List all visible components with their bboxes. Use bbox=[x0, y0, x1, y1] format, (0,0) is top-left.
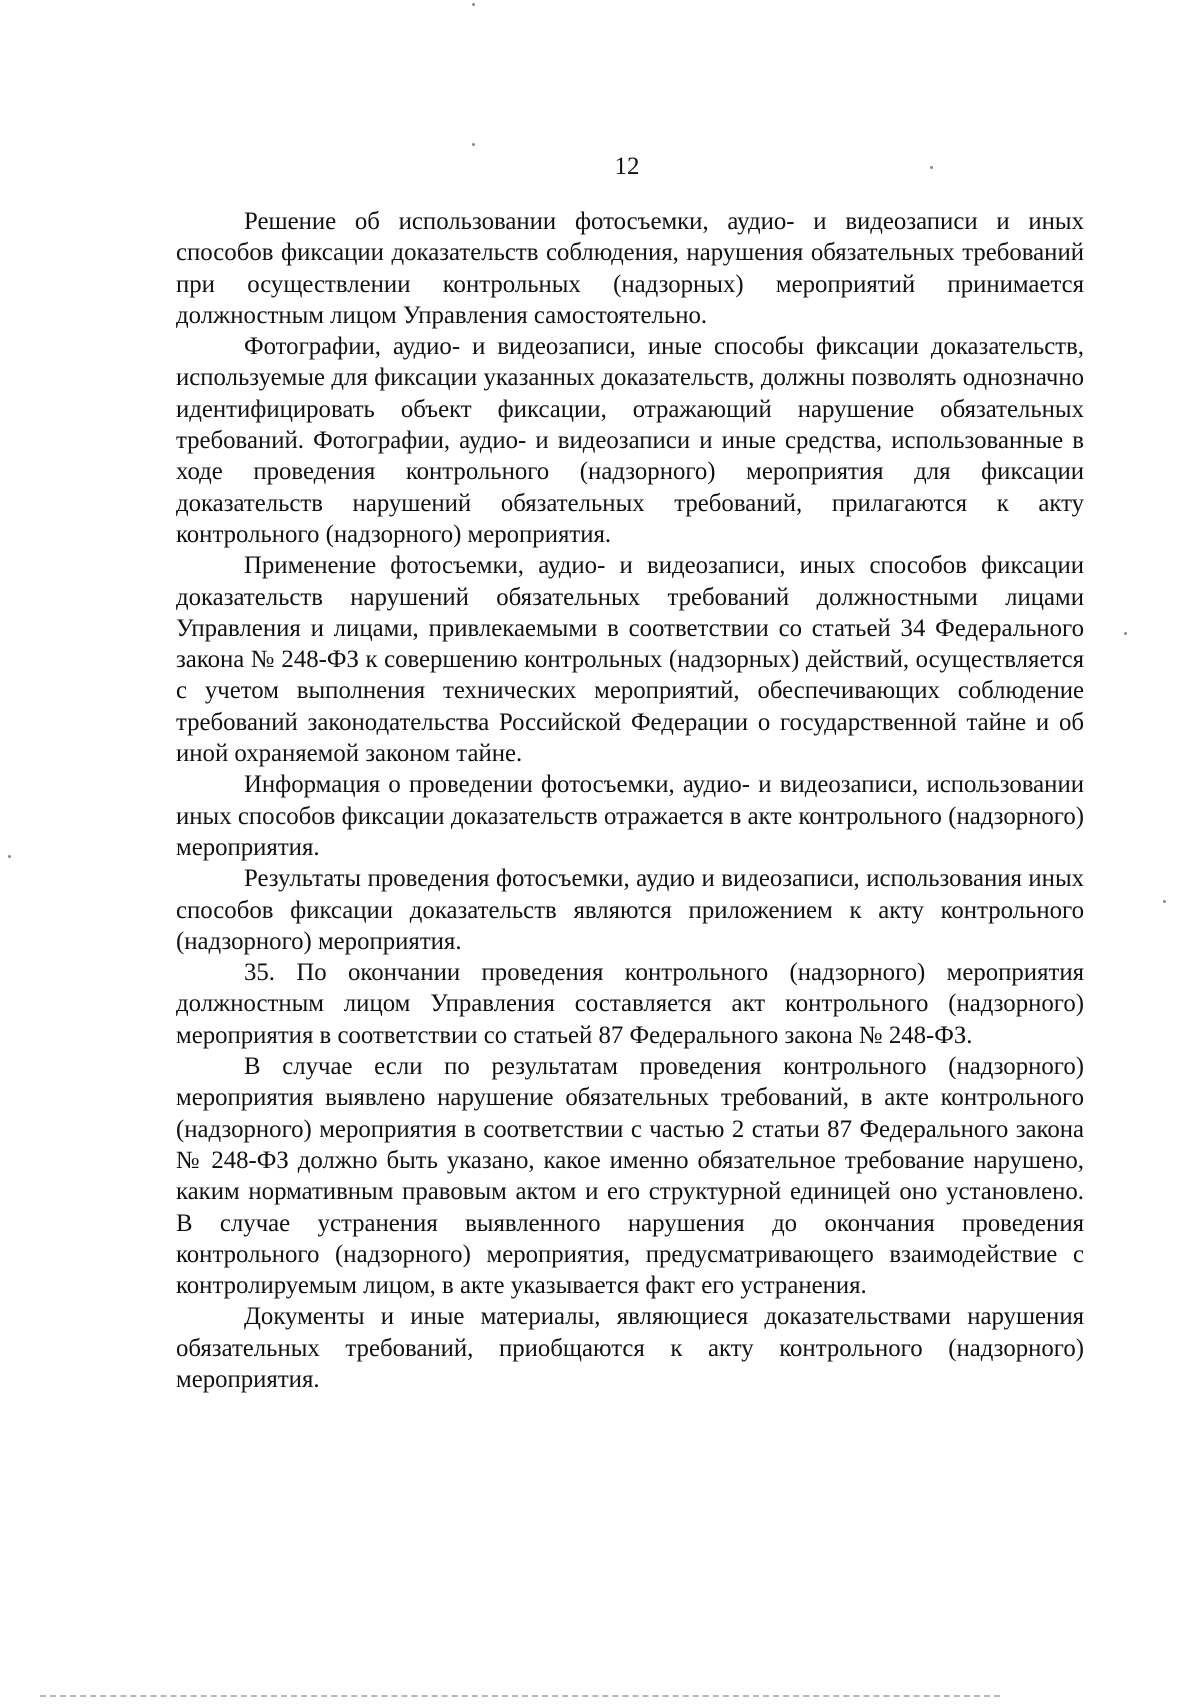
paragraph-35-act: 35. По окончании проведения контрольного (надзорного) мероприятия должностным лицом Управления составляется акт контрольного (надзорного) мероприятия в соответствии со статьей 87 Федерального закона № 248-ФЗ. bbox=[176, 959, 1084, 1049]
paragraph-documents: Документы и иные материалы, являющиеся доказательствами нарушения обязательных требований, приобщаются к акту контрольного (надзорного) мероприятия. bbox=[176, 1303, 1084, 1393]
scan-edge-artifact bbox=[40, 1695, 1000, 1697]
scan-speck bbox=[472, 3, 475, 6]
scan-speck bbox=[8, 855, 11, 858]
paragraph-photo-results: Результаты проведения фотосъемки, аудио и видеозаписи, использования иных способов фиксации доказательств являются приложением к акту контрольного (надзорного) мероприятия. bbox=[176, 865, 1084, 955]
paragraph-photo-decision: Решение об использовании фотосъемки, аудио- и видеозаписи и иных способов фиксации доказательств соблюдения, нарушения обязательных требований при осуществлении контрольных (надзорных) мероприятий принимается должностным лицом Управления самостоятельно. bbox=[176, 208, 1084, 329]
page-number: 12 bbox=[614, 153, 640, 180]
paragraph-photo-information: Информация о проведении фотосъемки, аудио- и видеозаписи, использовании иных способов фиксации доказательств отражается в акте контрольного (надзорного) мероприятия. bbox=[176, 771, 1084, 861]
scan-speck bbox=[930, 166, 933, 169]
scan-speck bbox=[472, 143, 475, 146]
paragraph-photo-materials: Фотографии, аудио- и видеозаписи, иные способы фиксации доказательств, используемые для фиксации указанных доказательств, должны позволять однозначно идентифицировать объект фиксации, отражающий нарушение обязательных требований. Фотографии, аудио- и видеозаписи и иные средства, использованные в ходе проведения контрольного (надзорного) мероприятия для фиксации доказательств нарушений обязательных требований, прилагаются к акту контрольного (надзорного) мероприятия. bbox=[176, 333, 1084, 548]
scan-speck bbox=[1124, 632, 1127, 635]
paragraph-violation-case: В случае если по результатам проведения контрольного (надзорного) мероприятия выявлено нарушение обязательных требований, в акте контрольного (надзорного) мероприятия в соответствии с частью 2 статьи 87 Федерального закона № 248-ФЗ должно быть указано, какое именно обязательное требование нарушено, каким нормативным правовым актом и его структурной единицей оно установлено. В случае устранения выявленного нарушения до окончания проведения контрольного (надзорного) мероприятия, предусматривающего взаимодействие с контролируемым лицом, в акте указывается факт его устранения. bbox=[176, 1053, 1084, 1300]
document-body bbox=[176, 206, 1084, 1395]
paragraph-photo-application: Применение фотосъемки, аудио- и видеозаписи, иных способов фиксации доказательств нарушений обязательных требований должностными лицами Управления и лицами, привлекаемыми в соответствии со статьей 34 Федерального закона № 248-ФЗ к совершению контрольных (надзорных) действий, осуществляется с учетом выполнения технических мероприятий, обеспечивающих соблюдение требований законодательства Российской Федерации о государственной тайне и об иной охраняемой законом тайне. bbox=[176, 552, 1084, 768]
scan-speck bbox=[1163, 900, 1166, 903]
